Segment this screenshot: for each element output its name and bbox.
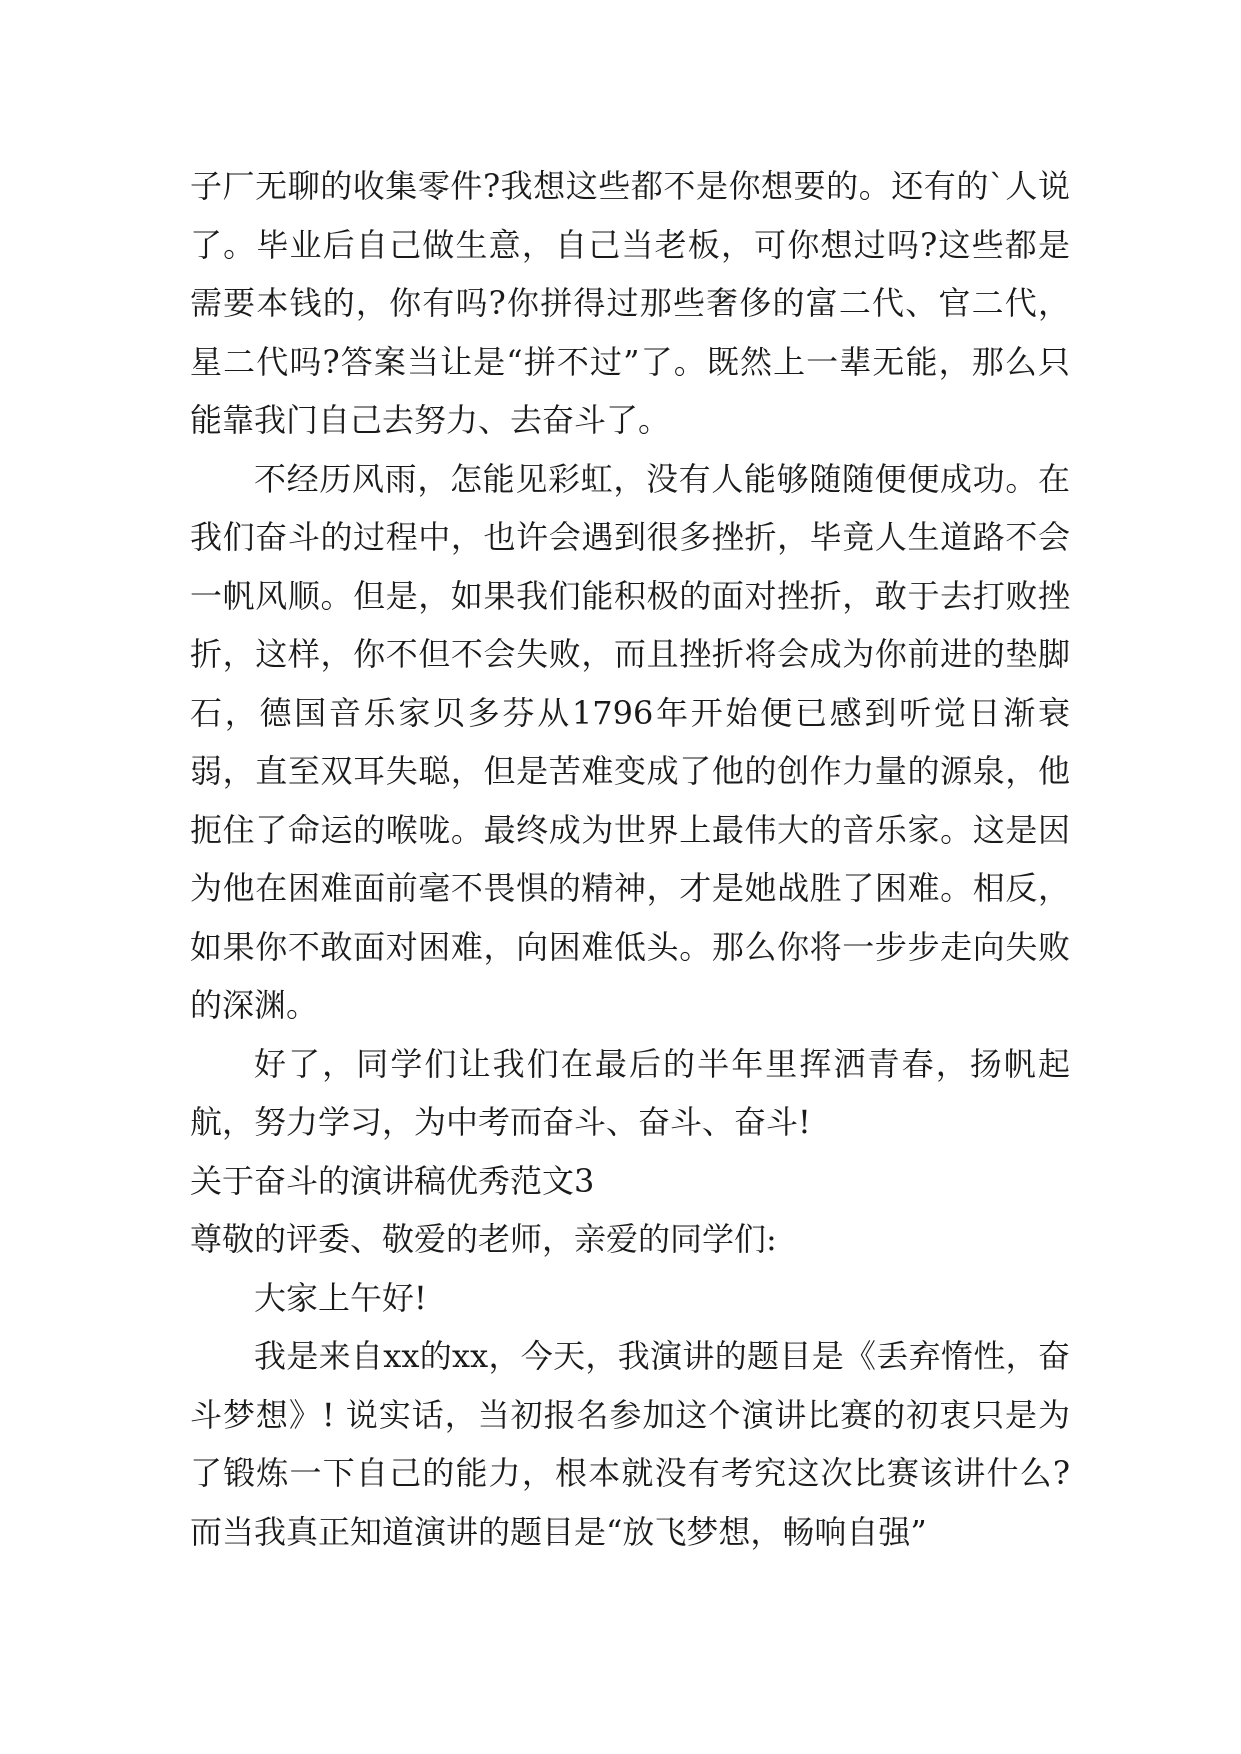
greeting: 大家上午好!	[254, 1278, 427, 1317]
paragraph-3: 好了，同学们让我们在最后的半年里挥洒青春，扬帆起航，努力学习，为中考而奋斗、奋斗、奋斗!	[190, 1044, 1070, 1141]
section-title: 关于奋斗的演讲稿优秀范文3	[190, 1161, 595, 1200]
paragraph-1: 子厂无聊的收集零件?我想这些都不是你想要的。还有的`人说了。毕业后自己做生意，自己当老板，可你想过吗?这些都是需要本钱的，你有吗?你拼得过那些奢侈的富二代、官二代，星二代吗?答案当让是“拼不过”了。既然上一辈无能，那么只能靠我门自己去努力、去奋斗了。	[190, 167, 1070, 439]
paragraph-2: 不经历风雨，怎能见彩虹，没有人能够随随便便成功。在我们奋斗的过程中，也许会遇到很多挫折，毕竟人生道路不会一帆风顺。但是，如果我们能积极的面对挫折，敢于去打败挫折，这样，你不但不会失败，而且挫折将会成为你前进的垫脚石，德国音乐家贝多芬从1796年开始便已感到听觉日渐衰弱，直至双耳失聪，但是苦难变成了他的创作力量的源泉，他扼住了命运的喉咙。最终成为世界上最伟大的音乐家。这是因为他在困难面前毫不畏惧的精神，才是她战胜了困难。相反，如果你不敢面对困难，向困难低头。那么你将一步步走向失败的深渊。	[190, 459, 1070, 1024]
salutation: 尊敬的评委、敬爱的老师，亲爱的同学们:	[190, 1220, 777, 1258]
document-body	[190, 157, 1070, 1561]
paragraph-4: 我是来自xx的xx，今天，我演讲的题目是《丢弃惰性，奋斗梦想》! 说实话，当初报名参加这个演讲比赛的初衷只是为了锻炼一下自己的能力，根本就没有考究这次比赛该讲什么?而当我真正知道演讲的题目是“放飞梦想，畅响自强”	[190, 1337, 1070, 1551]
